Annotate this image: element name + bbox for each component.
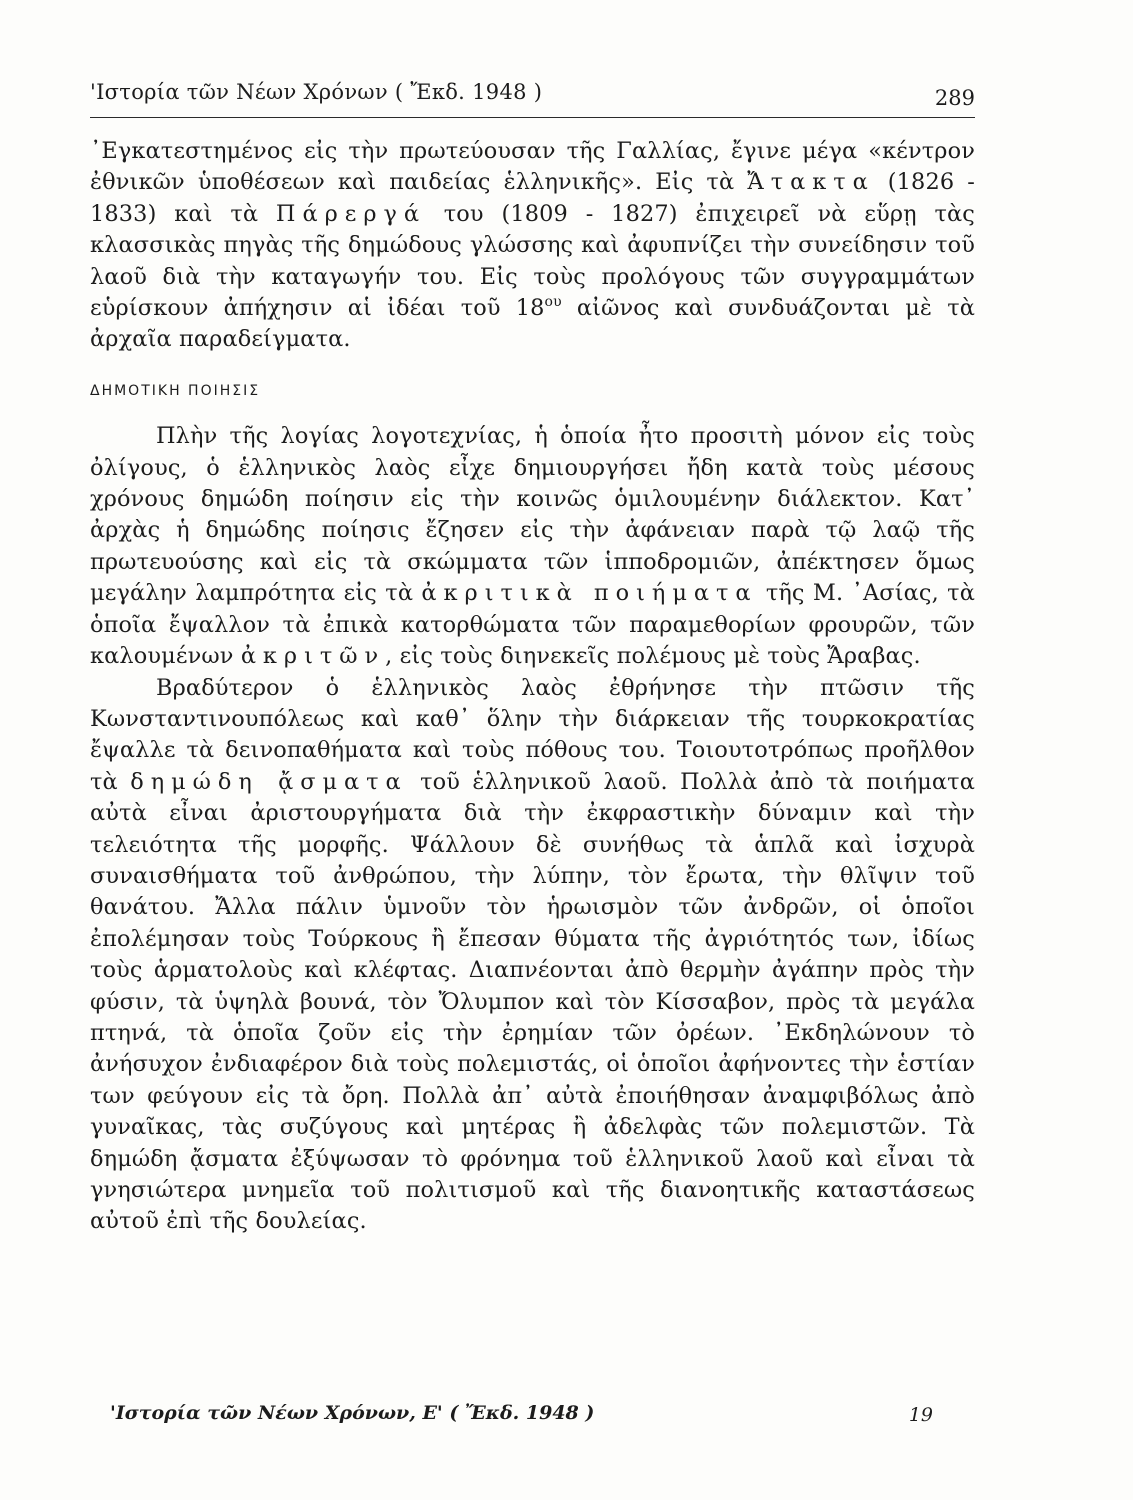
intro-text-4: αἰῶνος καὶ συνδυάζονται μὲ τὰ ἀρχαῖα παραδείγματα.	[90, 295, 975, 353]
paragraph-demotic-poetry	[90, 421, 975, 672]
intro-text-3: του (1809 - 1827) ἐπιχειρεῖ νὰ εὕρῃ τὰς κλασσικὰς πηγὰς τῆς δημώδους γλώσσης καὶ ἀφυπνίζει τὴν συνείδησιν τοῦ λαοῦ διὰ τὴν καταγωγήν του. Εἰς τοὺς προλόγους τῶν συγγραμμάτων εὑρίσκουν ἀπήχησιν αἱ ἰδέαι τοῦ 18	[90, 200, 975, 322]
spaced-title-atakta: Ἄτακτα	[747, 169, 875, 196]
main-text	[90, 136, 975, 1238]
book-page	[90, 72, 975, 1432]
section-heading: ΔΗΜΟΤΙΚΗ ΠΟΙΗΣΙΣ	[90, 382, 261, 399]
superscript-ou: ου	[544, 294, 562, 311]
para1-text-c: , εἰς τοὺς διηνεκεῖς πολέμους μὲ τοὺς Ἄραβας.	[385, 643, 921, 670]
signature-mark: 19	[908, 1404, 933, 1426]
running-header	[90, 72, 975, 118]
header-title: 'Ιστορία τῶν Νέων Χρόνων ( Ἔκδ. 1948 )	[90, 80, 543, 104]
intro-text-2: (1826 - 1833) καὶ τὰ	[90, 169, 975, 227]
spaced-title-parerga: Πάρεργά	[275, 200, 426, 227]
intro-text-1: ᾿Εγκατεστημένος εἰς τὴν πρωτεύουσαν τῆς Γαλλίας, ἔγινε μέγα «κέντρον ἐθνικῶν ὑποθέσεων καὶ παιδείας ἑλληνικῆς». Εἰς τὰ	[90, 138, 975, 196]
para1-text-b: τῆς Μ. ᾿Ασίας, τὰ ὁποῖα ἔψαλλον τὰ ἐπικὰ κατορθώματα τῶν παραμεθορίων φρουρῶν, τῶν καλουμένων	[90, 580, 975, 670]
page-number: 289	[934, 86, 975, 110]
footer-title: 'Ιστορία τῶν Νέων Χρόνων, Ε' ( Ἔκδ. 1948 )	[110, 1402, 595, 1424]
spaced-term-akritwn: ἀκριτῶν	[240, 643, 386, 670]
para1-text-a: Πλὴν τῆς λογίας λογοτεχνίας, ἡ ὁποία ἦτο προσιτὴ μόνον εἰς τοὺς ὀλίγους, ὁ ἑλληνικὸς λαὸς εἶχε δημιουργήσει ἤδη κατὰ τοὺς μέσους χρόνους δημώδη ποίησιν εἰς τὴν κοινῶς ὁμιλουμένην διάλεκτον. Κατ᾿ ἀρχὰς ἡ δημώδης ποίησις ἔζησεν εἰς τὴν ἀφάνειαν παρὰ τῷ λαῷ τῆς πρωτευούσης καὶ εἰς τὰ σκώμματα τῶν ἱπποδρομιῶν, ἀπέκτησεν ὅμως μεγάλην λαμπρότητα εἰς τὰ	[90, 423, 975, 607]
spaced-term-akritika: ἀκριτικὰ ποιήματα	[421, 580, 758, 607]
para2-text-a: Βραδύτερον ὁ ἑλληνικὸς λαὸς ἐθρήνησε τὴν πτῶσιν τῆς Κωνσταντινουπόλεως καὶ καθ᾿ ὅλην τὴν διάρκειαν τῆς τουρκοκρατίας ἔψαλλε τὰ δεινοπαθήματα καὶ τοὺς πόθους του. Τοιουτοτρόπως προῆλθον τὰ	[90, 674, 975, 795]
para2-text-b: τοῦ ἑλληνικοῦ λαοῦ. Πολλὰ ἀπὸ τὰ ποιήματα αὐτὰ εἶναι ἀριστουργήματα διὰ τὴν ἐκφραστικὴν δύναμιν καὶ τὴν τελειότητα τῆς μορφῆς. Ψάλλουν δὲ συνήθως τὰ ἁπλᾶ καὶ ἰσχυρὰ συναισθήματα τοῦ ἀνθρώπου, τὴν λύπην, τὸν ἔρωτα, τὴν θλῖψιν τοῦ θανάτου. Ἄλλα πάλιν ὑμνοῦν τὸν ἡρωισμὸν τῶν ἀνδρῶν, οἱ ὁποῖοι ἐπολέμησαν τοὺς Τούρκους ἢ ἔπεσαν θύματα τῆς ἀγριότητός των, ἰδίως τοὺς ἁρματολοὺς καὶ κλέφτας. Διαπνέονται ἀπὸ θερμὴν ἀγάπην πρὸς τὴν φύσιν, τὰ ὑψηλὰ βουνά, τὸν Ὄλυμπον καὶ τὸν Κίσσαβον, πρὸς τὰ μεγάλα πτηνά, τὰ ὁποῖα ζοῦν εἰς τὴν ἐρημίαν τῶν ὀρέων. ᾿Εκδηλώνουν τὸ ἀνήσυχον ἐνδιαφέρον διὰ τοὺς πολεμιστάς, οἱ ὁποῖοι ἀφήνοντες τὴν ἑστίαν των φεύγουν εἰς τὰ ὄρη. Πολλὰ ἀπ᾿ αὐτὰ ἐποιήθησαν ἀναμφιβόλως ἀπὸ γυναῖκας, τὰς συζύγους καὶ μητέρας ἢ ἀδελφὰς τῶν πολεμιστῶν. Τὰ δημώδη ᾄσματα ἐξύψωσαν τὸ φρόνημα τοῦ ἑλληνικοῦ λαοῦ καὶ εἶναι τὰ γνησιώτερα μνημεῖα τοῦ πολιτισμοῦ καὶ τῆς διανοητικῆς καταστάσεως αὐτοῦ ἐπὶ τῆς δουλείας.	[90, 768, 975, 1235]
footer	[90, 1402, 975, 1432]
spaced-term-asmata: δημώδη ᾄσματα	[130, 768, 408, 795]
intro-paragraph	[90, 136, 975, 356]
paragraph-folk-songs	[90, 673, 975, 1238]
